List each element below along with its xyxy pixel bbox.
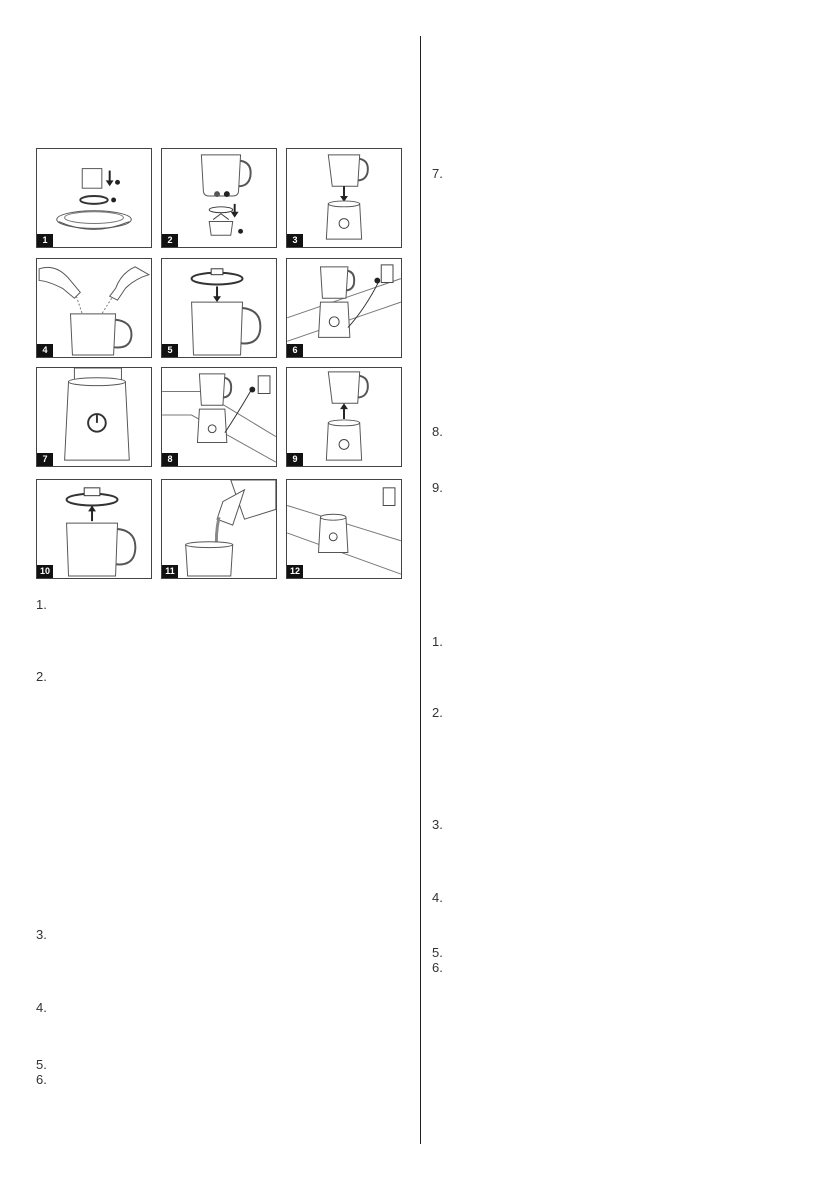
unplug-icon (162, 368, 276, 466)
panel-12 (286, 479, 402, 579)
list-item-number: 7. (432, 166, 443, 181)
list-item-number: 6. (36, 1072, 47, 1087)
panel-7 (36, 367, 152, 467)
panel-8 (161, 367, 277, 467)
list-item-number: 3. (36, 927, 47, 942)
motor-base-icon (287, 480, 401, 578)
panel-badge: 3 (287, 234, 303, 247)
list-item-number: 4. (36, 1000, 47, 1015)
control-knob-icon (37, 368, 151, 466)
panel-9 (286, 367, 402, 467)
pour-out-icon (162, 480, 276, 578)
jar-on-base-icon (287, 149, 401, 247)
column-divider (420, 36, 421, 1144)
remove-jar-icon (287, 368, 401, 466)
list-item-number: 1. (36, 597, 47, 612)
panel-4 (36, 258, 152, 358)
lid-placement-icon (162, 259, 276, 357)
list-item-number: 2. (432, 705, 443, 720)
panel-3 (286, 148, 402, 248)
list-item-number: 2. (36, 669, 47, 684)
panel-2 (161, 148, 277, 248)
panel-5 (161, 258, 277, 358)
list-item-number: 5. (432, 945, 443, 960)
panel-badge: 5 (162, 344, 178, 357)
panel-badge: 4 (37, 344, 53, 357)
plug-in-icon (287, 259, 401, 357)
remove-lid-icon (37, 480, 151, 578)
assembly-parts-icon (37, 149, 151, 247)
jar-blade-assembly-icon (162, 149, 276, 247)
panel-badge: 8 (162, 453, 178, 466)
panel-badge: 10 (37, 565, 53, 578)
panel-1 (36, 148, 152, 248)
instruction-figure-grid (36, 148, 403, 580)
panel-10 (36, 479, 152, 579)
panel-badge: 7 (37, 453, 53, 466)
list-item-number: 5. (36, 1057, 47, 1072)
panel-badge: 6 (287, 344, 303, 357)
pour-ingredients-icon (37, 259, 151, 357)
panel-badge: 2 (162, 234, 178, 247)
panel-11 (161, 479, 277, 579)
panel-badge: 9 (287, 453, 303, 466)
list-item-number: 6. (432, 960, 443, 975)
panel-6 (286, 258, 402, 358)
list-item-number: 8. (432, 424, 443, 439)
panel-badge: 11 (162, 565, 178, 578)
list-item-number: 9. (432, 480, 443, 495)
panel-badge: 12 (287, 565, 303, 578)
panel-badge: 1 (37, 234, 53, 247)
list-item-number: 3. (432, 817, 443, 832)
list-item-number: 1. (432, 634, 443, 649)
list-item-number: 4. (432, 890, 443, 905)
